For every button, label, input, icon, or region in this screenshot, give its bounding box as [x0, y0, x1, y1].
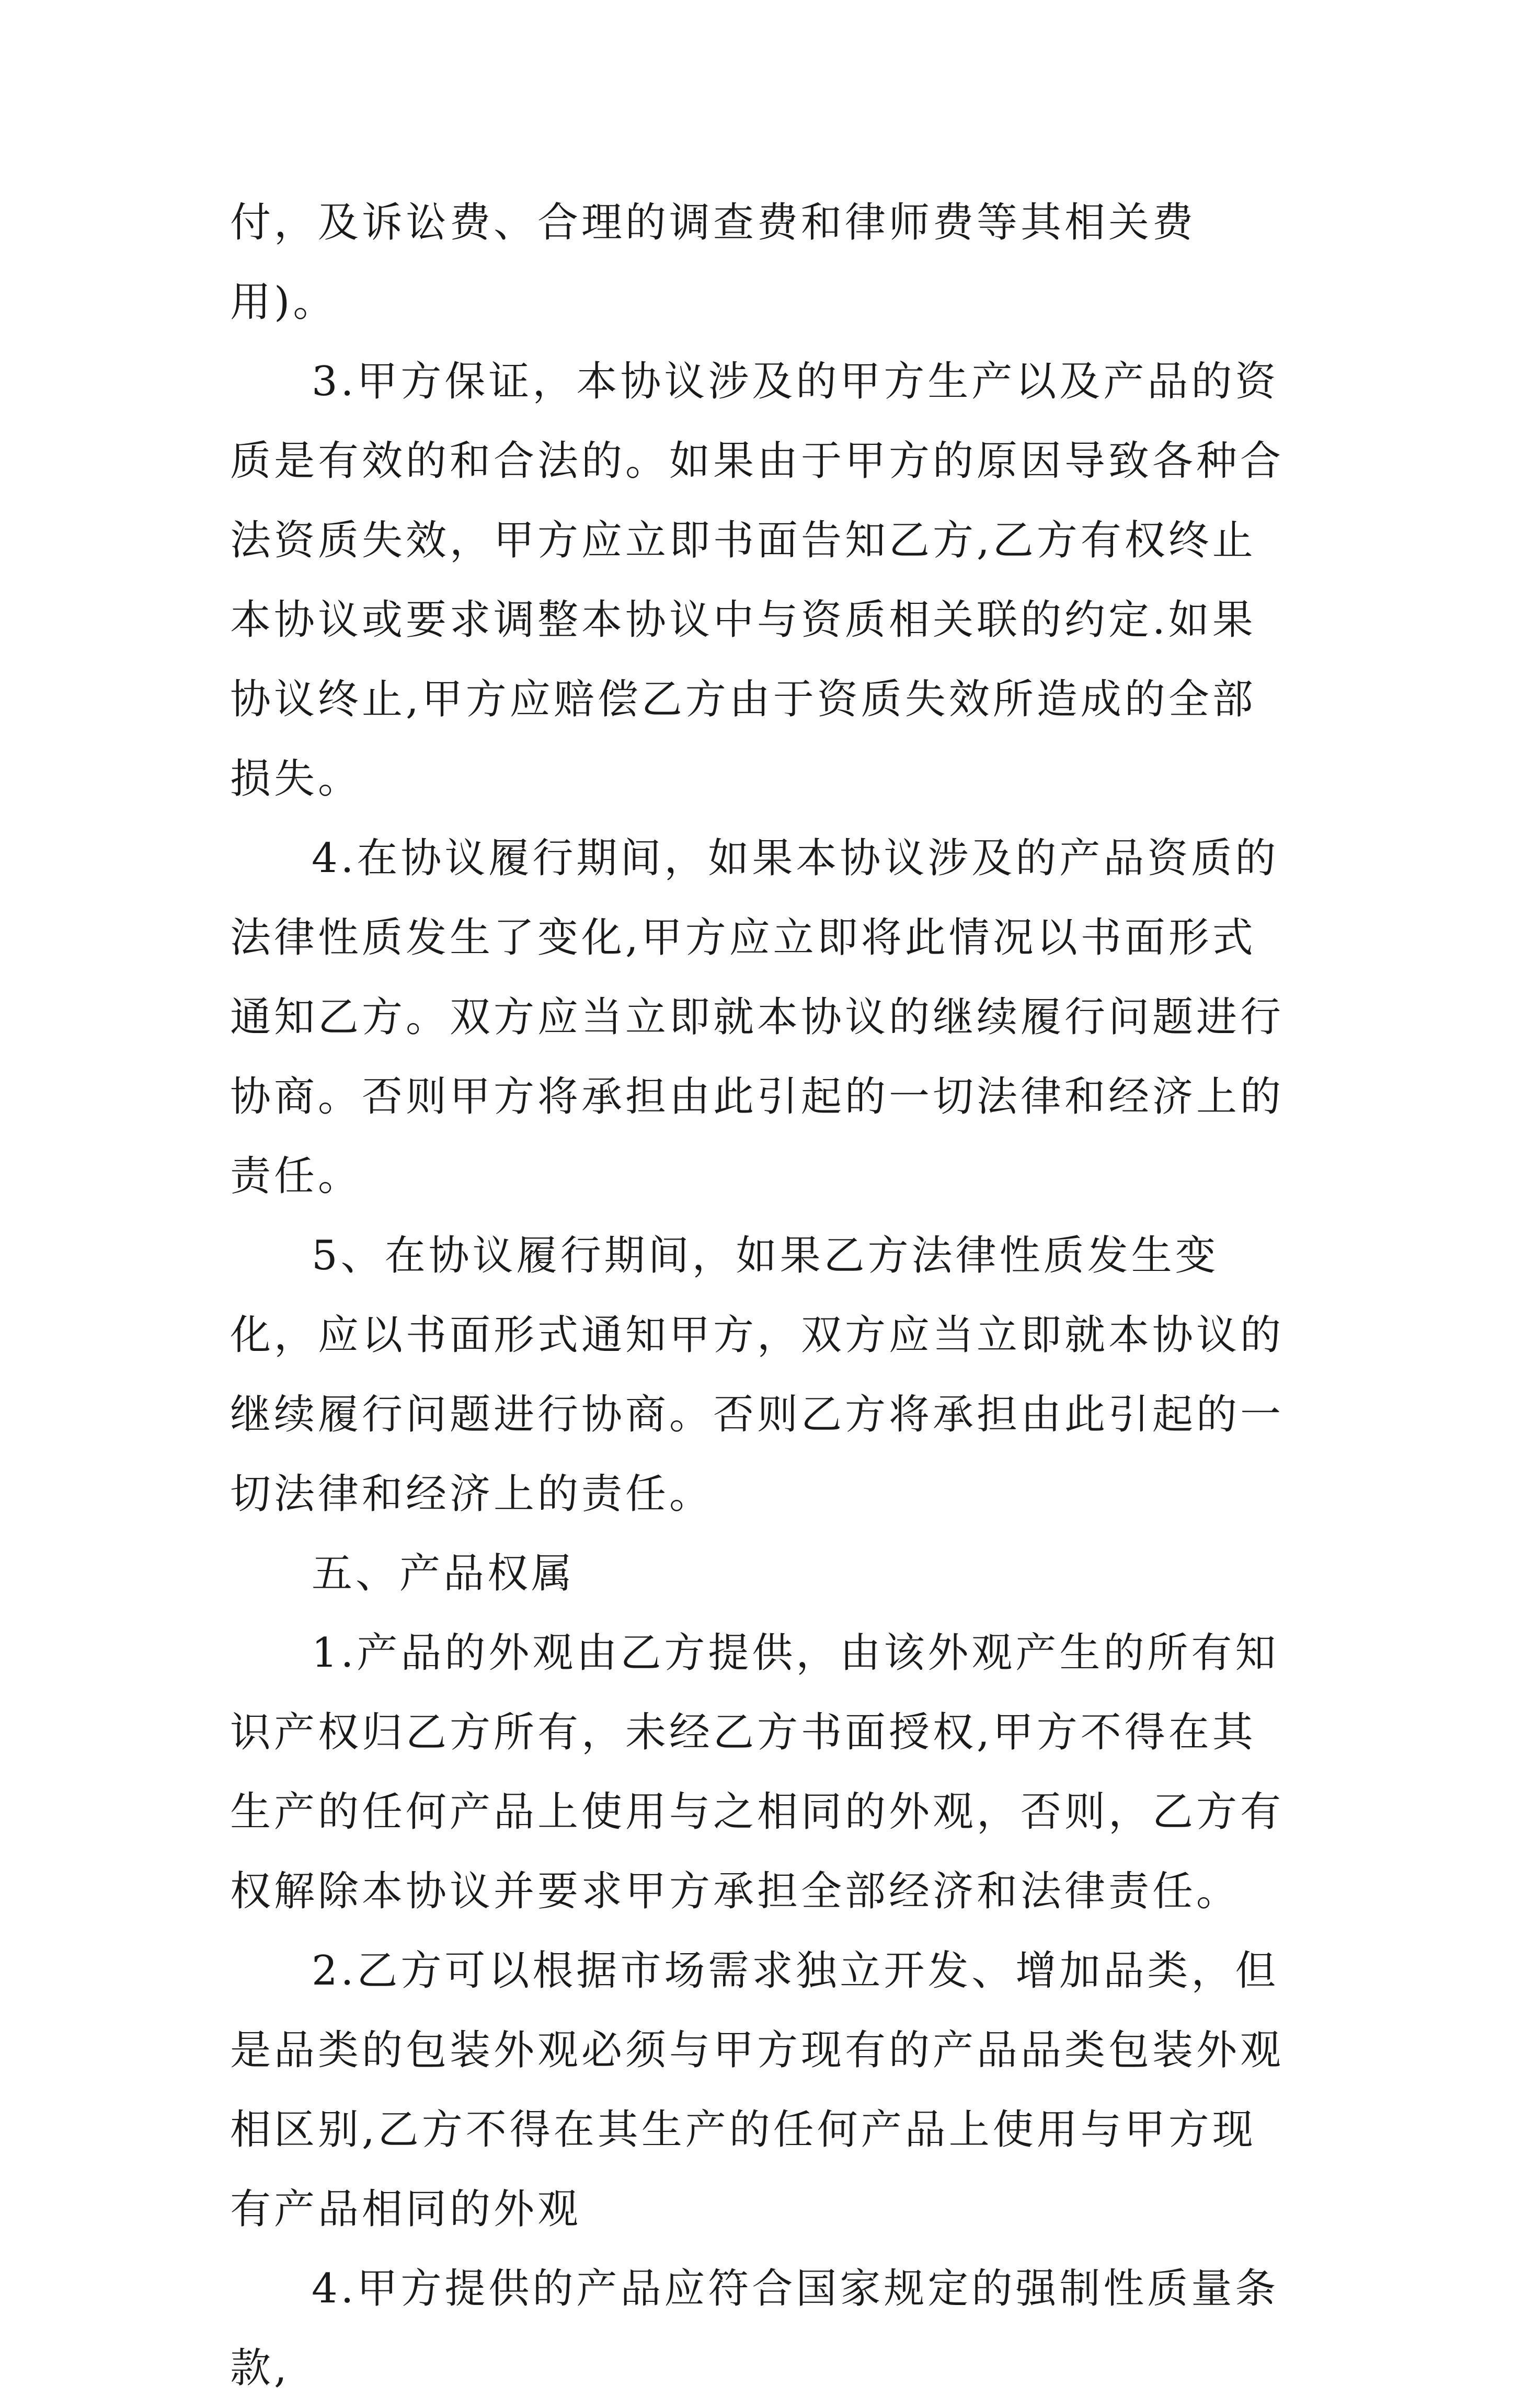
- document-body: [230, 183, 1297, 2408]
- paragraph-continuation: 付，及诉讼费、合理的调查费和律师费等其相关费用)。: [230, 199, 1197, 326]
- paragraph-clause-4-4: 4.在协议履行期间，如果本协议涉及的产品资质的法律性质发生了变化,甲方应立即将此情况以书面形式通知乙方。双方应当立即就本协议的继续履行问题进行协商。否则甲方将承担由此引起的一切法律和经济上的责任。: [230, 835, 1285, 1200]
- paragraph-clause-5-4: 4.甲方提供的产品应符合国家规定的强制性质量条款,: [230, 2265, 1279, 2392]
- section-heading-product-ownership: 五、产品权属: [312, 1550, 576, 1597]
- paragraph-clause-5-1: 1.产品的外观由乙方提供，由该外观产生的所有知识产权归乙方所有，未经乙方书面授权,甲方不得在其生产的任何产品上使用与之相同的外观，否则，乙方有权解除本协议并要求甲方承担全部经济和法律责任。: [230, 1630, 1285, 1915]
- paragraph-clause-4-3: 3.甲方保证，本协议涉及的甲方生产以及产品的资质是有效的和合法的。如果由于甲方的原因导致各种合法资质失效，甲方应立即书面告知乙方,乙方有权终止本协议或要求调整本协议中与资质相关联的约定.如果协议终止,甲方应赔偿乙方由于资质失效所造成的全部损失。: [230, 358, 1285, 802]
- paragraph-clause-5-2: 2.乙方可以根据市场需求独立开发、增加品类，但是品类的包装外观必须与甲方现有的产品品类包装外观相区别,乙方不得在其生产的任何产品上使用与甲方现有产品相同的外观: [230, 1947, 1285, 2233]
- paragraph-clause-4-5: 5、在协议履行期间，如果乙方法律性质发生变化，应以书面形式通知甲方，双方应当立即就本协议的继续履行问题进行协商。否则乙方将承担由此引起的一切法律和经济上的责任。: [230, 1232, 1285, 1518]
